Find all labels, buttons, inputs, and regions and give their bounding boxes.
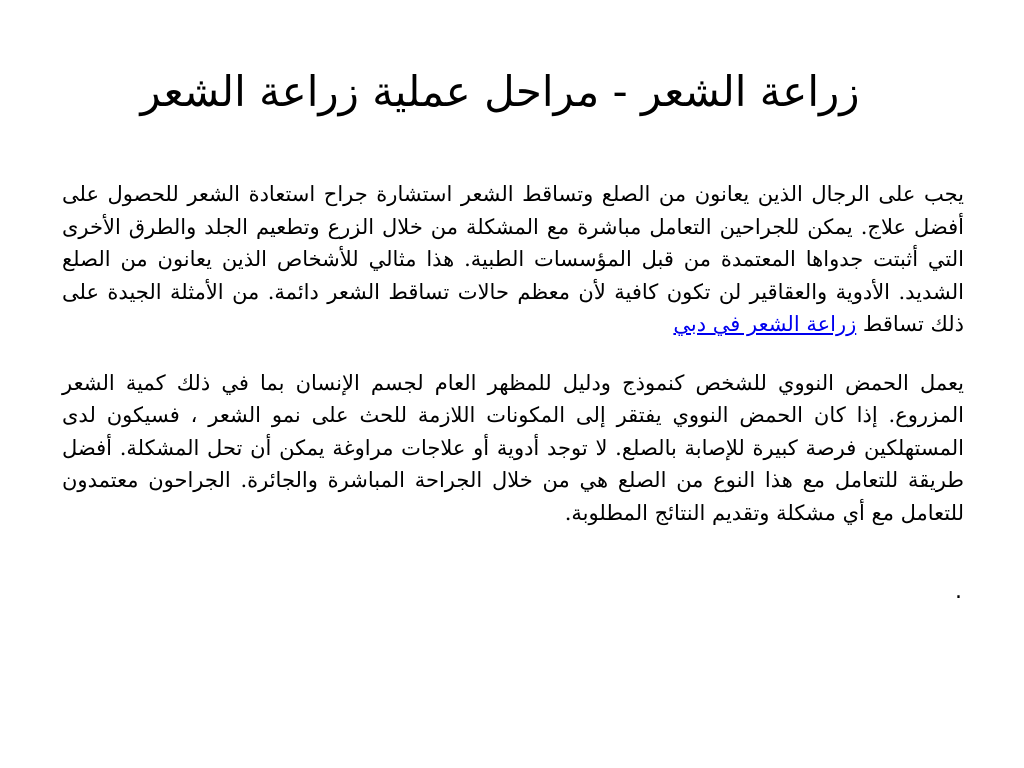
paragraph-1 <box>62 178 964 341</box>
slide-body <box>62 178 964 555</box>
hair-transplant-dubai-link[interactable]: زراعة الشعر في دبي <box>673 312 857 336</box>
paragraph-2: يعمل الحمض النووي للشخص كنموذج ودليل للمظهر العام لجسم الإنسان بما في ذلك كمية الشعر المزروع. إذا كان الحمض النووي يفتقر إلى المكونات اللازمة للحث على نمو الشعر ، فسيكون لدى المستهلكين فرصة كبيرة للإصابة بالصلع. لا توجد أدوية أو علاجات مراوغة يمكن أن تحل المشكلة. أفضل طريقة للتعامل مع هذا النوع من الصلع هي من خلال الجراحة المباشرة والجائرة. الجراحون معتمدون للتعامل مع أي مشكلة وتقديم النتائج المطلوبة. <box>62 370 964 525</box>
slide-title: زراعة الشعر - مراحل عملية زراعة الشعر <box>140 67 860 116</box>
trailing-period: . <box>955 579 962 604</box>
paragraph-1-text: يجب على الرجال الذين يعانون من الصلع وتساقط الشعر استشارة جراح استعادة الشعر للحصول على أفضل علاج. يمكن للجراحين التعامل مباشرة مع المشكلة من خلال الزرع وتطعيم الجلد والطرق الأخرى التي أثبتت جدواها المعتمدة من قبل المؤسسات الطبية. هذا مثالي للأشخاص الذين يعانون من الصلع الشديد. الأدوية والعقاقير لن تكون كافية لأن معظم حالات تساقط الشعر دائمة. من الأمثلة الجيدة على ذلك تساقط <box>62 182 964 336</box>
